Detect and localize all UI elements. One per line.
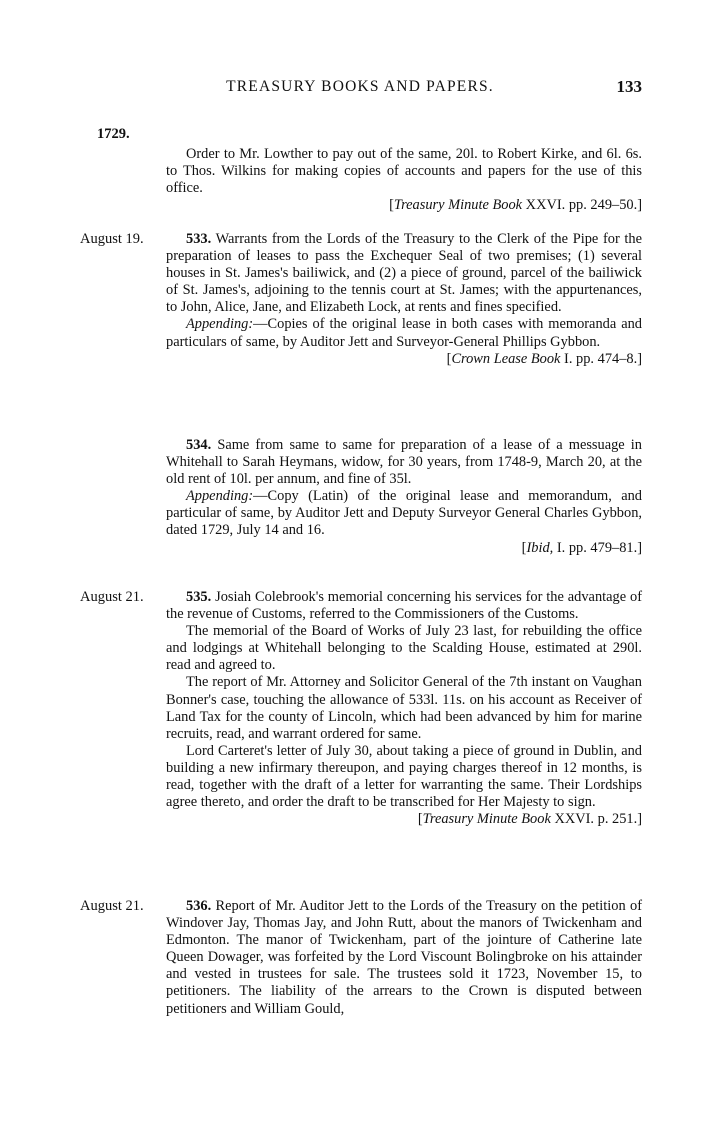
entry-body (166, 589, 642, 828)
page-header (0, 78, 720, 102)
page-number: 133 (616, 77, 642, 96)
entry-text: Warrants from the Lords of the Treasury to the Clerk of the Pipe for the preparation of leases to pass the Exchequer Seal of two premises; (1) several houses in St. James's bailiwick, and (2) a piece of ground, parcel of the bailiwick of St. James's, adjoining to the tennis court at St. James; with the appurtenances, to John, Alice, Jane, and Elizabeth Lock, at rents and fines specified. (166, 231, 642, 316)
ref-book: Treasury Minute Book (422, 811, 551, 828)
entry-number: 535. (186, 589, 212, 605)
entry-number: 534. (186, 437, 212, 453)
entry-body (166, 898, 642, 1018)
entry-text: Same from same to same for preparation of a lease of a messuage in Whitehall to Sarah Heymans, widow, for 30 years, from 1748-9, March 20, at the old rent of 10l. per annum, and fine of 35l. (166, 437, 642, 488)
ref-pages: XXVI. pp. 249–50.] (525, 197, 642, 214)
entry-paragraph: The memorial of the Board of Works of July 23 last, for rebuilding the office and lodgings at Whitehall belonging to the Scalding House, estimated at 290l. read and agreed to. (166, 623, 642, 674)
ref-pages: I. pp. 474–8.] (564, 350, 642, 367)
ref-pages: I. pp. 479–81.] (556, 539, 642, 556)
running-title: TREASURY BOOKS AND PAPERS. (226, 78, 494, 95)
entry-paragraph: The report of Mr. Attorney and Solicitor General of the 7th instant on Vaughan Bonner's case, touching the allowance of 533l. 11s. on his account as Receiver of Land Tax for the county of Lincoln, which had been advanced by him for marine recruits, read, and warrant ordered for same. (166, 674, 642, 742)
appending-label: Appending: (186, 488, 254, 505)
entry-number: 533. (186, 231, 212, 247)
source-reference: [Ibid, I. pp. 479–81.] (521, 539, 642, 556)
entry-date: August 21. (80, 898, 144, 914)
ref-book: Treasury Minute Book (393, 197, 523, 214)
entry-body (166, 231, 642, 368)
entry-text: Report of Mr. Auditor Jett to the Lords of the Treasury on the petition of Windover Jay, Thomas Jay, and John Rutt, about the manors of Twickenham and Edmonton. The manor of Twickenham, part of the jointure of Catherine late Queen Dowager, was forfeited by the Lord Viscount Bolingbroke on his attainder and vested in trustees for sale. The trustees sold it 1723, November 15, to petitioners. The liability of the arrears to the Crown is disputed between petitioners and William Gould, (166, 898, 642, 1017)
entry-number: 536. (186, 898, 212, 914)
entry-body (166, 146, 642, 214)
year-label: 1729. (97, 126, 130, 142)
appending-text: —Copy (Latin) of the original lease and memorandum, and particular of same, by Auditor Jett and Deputy Surveyor General Charles Gybbon, dated 1729, July 14 and 16. (166, 488, 642, 539)
entry-text: Order to Mr. Lowther to pay out of the same, 20l. to Robert Kirke, and 6l. 6s. to Thos. Wilkins for making copies of accounts and papers for the use of this office. (166, 146, 642, 197)
entry-paragraph: Lord Carteret's letter of July 30, about taking a piece of ground in Dublin, and building a new infirmary thereupon, and paying charges thereof in 12 months, is read, together with the draft of a letter for warranting the same. Their Lordships agree thereto, and order the draft to be transcribed for Her Majesty to sign. (166, 742, 642, 811)
entry-date: August 19. (80, 231, 144, 247)
ref-pages: XXVI. p. 251.] (554, 811, 642, 828)
source-reference: [Treasury Minute Book XXVI. pp. 249–50.] (389, 197, 642, 214)
source-reference: [Crown Lease Book I. pp. 474–8.] (446, 350, 642, 367)
entry-date: August 21. (80, 589, 144, 605)
entry-text: Josiah Colebrook's memorial concerning his services for the advantage of the revenue of Customs, referred to the Commissioners of the Customs. (166, 589, 642, 623)
entry-body (166, 437, 642, 557)
source-reference: [Treasury Minute Book XXVI. p. 251.] (417, 811, 642, 828)
appending-label: Appending: (186, 316, 254, 333)
ref-book: Crown Lease Book (451, 350, 561, 367)
ref-book: Ibid, (526, 539, 554, 556)
appending-text: —Copies of the original lease in both cases with memoranda and particulars of same, by Auditor Jett and Surveyor-General Phillips Gybbon. (166, 316, 642, 350)
